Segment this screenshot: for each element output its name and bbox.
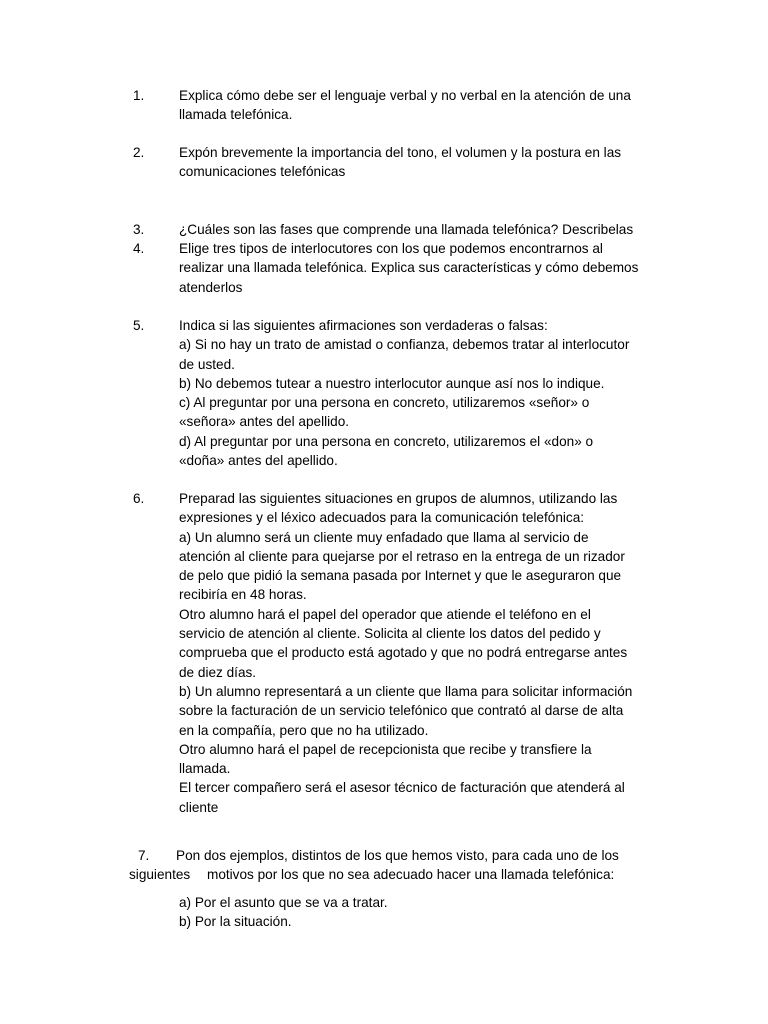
question-text: Elige tres tipos de interlocutores con los que podemos encontrarnos al realizar una llamada telefónica. Explica sus características y cómo debemos atenderlos — [179, 241, 639, 295]
question-text-line: motivos por los que no sea adecuado hacer una llamada telefónica: — [207, 867, 615, 882]
question-text: ¿Cuáles son las fases que comprende una llamada telefónica? Describelas — [179, 222, 634, 237]
question-number: 4. — [133, 241, 145, 256]
question-text: Expón brevemente la importancia del tono, el volumen y la postura en las comunicaciones telefónicas — [179, 145, 622, 180]
question-number: 3. — [133, 222, 145, 237]
question-number: 6. — [133, 491, 145, 506]
option-a: a) Por el asunto que se va a tratar. — [179, 895, 388, 910]
question-number: 7. — [138, 848, 150, 863]
question-number: 5. — [133, 318, 145, 333]
question-text-line: siguientes — [129, 867, 191, 882]
question-text: Explica cómo debe ser el lenguaje verbal y no verbal en la atención de una llamada telefónica. — [179, 88, 631, 123]
question-text-line: Pon dos ejemplos, distintos de los que hemos visto, para cada uno de los — [176, 848, 619, 863]
question-text: Indica si las siguientes afirmaciones son verdaderas o falsas: a) Si no hay un trato de amistad o confianza, debemos tratar al interlocutor de usted. b) No debemos tutear a nuestro interlocutor aunque así nos lo indique. c) Al preguntar por una persona en concreto, utilizaremos «señor» o «señora» antes del apellido. d) Al preguntar por una persona en concreto, utilizaremos el «don» o «doña» antes del apellido. — [179, 318, 630, 469]
option-b: b) Por la situación. — [179, 914, 292, 929]
question-text: Preparad las siguientes situaciones en grupos de alumnos, utilizando las expresiones y el léxico adecuados para la comunicación telefónica: a) Un alumno será un cliente muy enfadado que llama al servicio de atención al cliente para quejarse por el retraso en la entrega de un rizador de pelo que pidió la semana pasada por Internet y que le aseguraron que recibiría en 48 horas. Otro alumno hará el papel del operador que atiende el teléfono en el servicio de atención al cliente. Solicita al cliente los datos del pedido y comprueba que el producto está agotado y que no podrá entregarse antes de diez días. b) Un alumno representará a un cliente que llama para solicitar información sobre la facturación de un servicio telefónico que contrató al darse de alta en la compañía, pero que no ha utilizado. Otro alumno hará el papel de recepcionista que recibe y transfiere la llamada. El tercer compañero será el asesor técnico de facturación que atenderá al cliente — [179, 491, 633, 815]
question-number: 1. — [133, 88, 145, 103]
question-number: 2. — [133, 145, 145, 160]
